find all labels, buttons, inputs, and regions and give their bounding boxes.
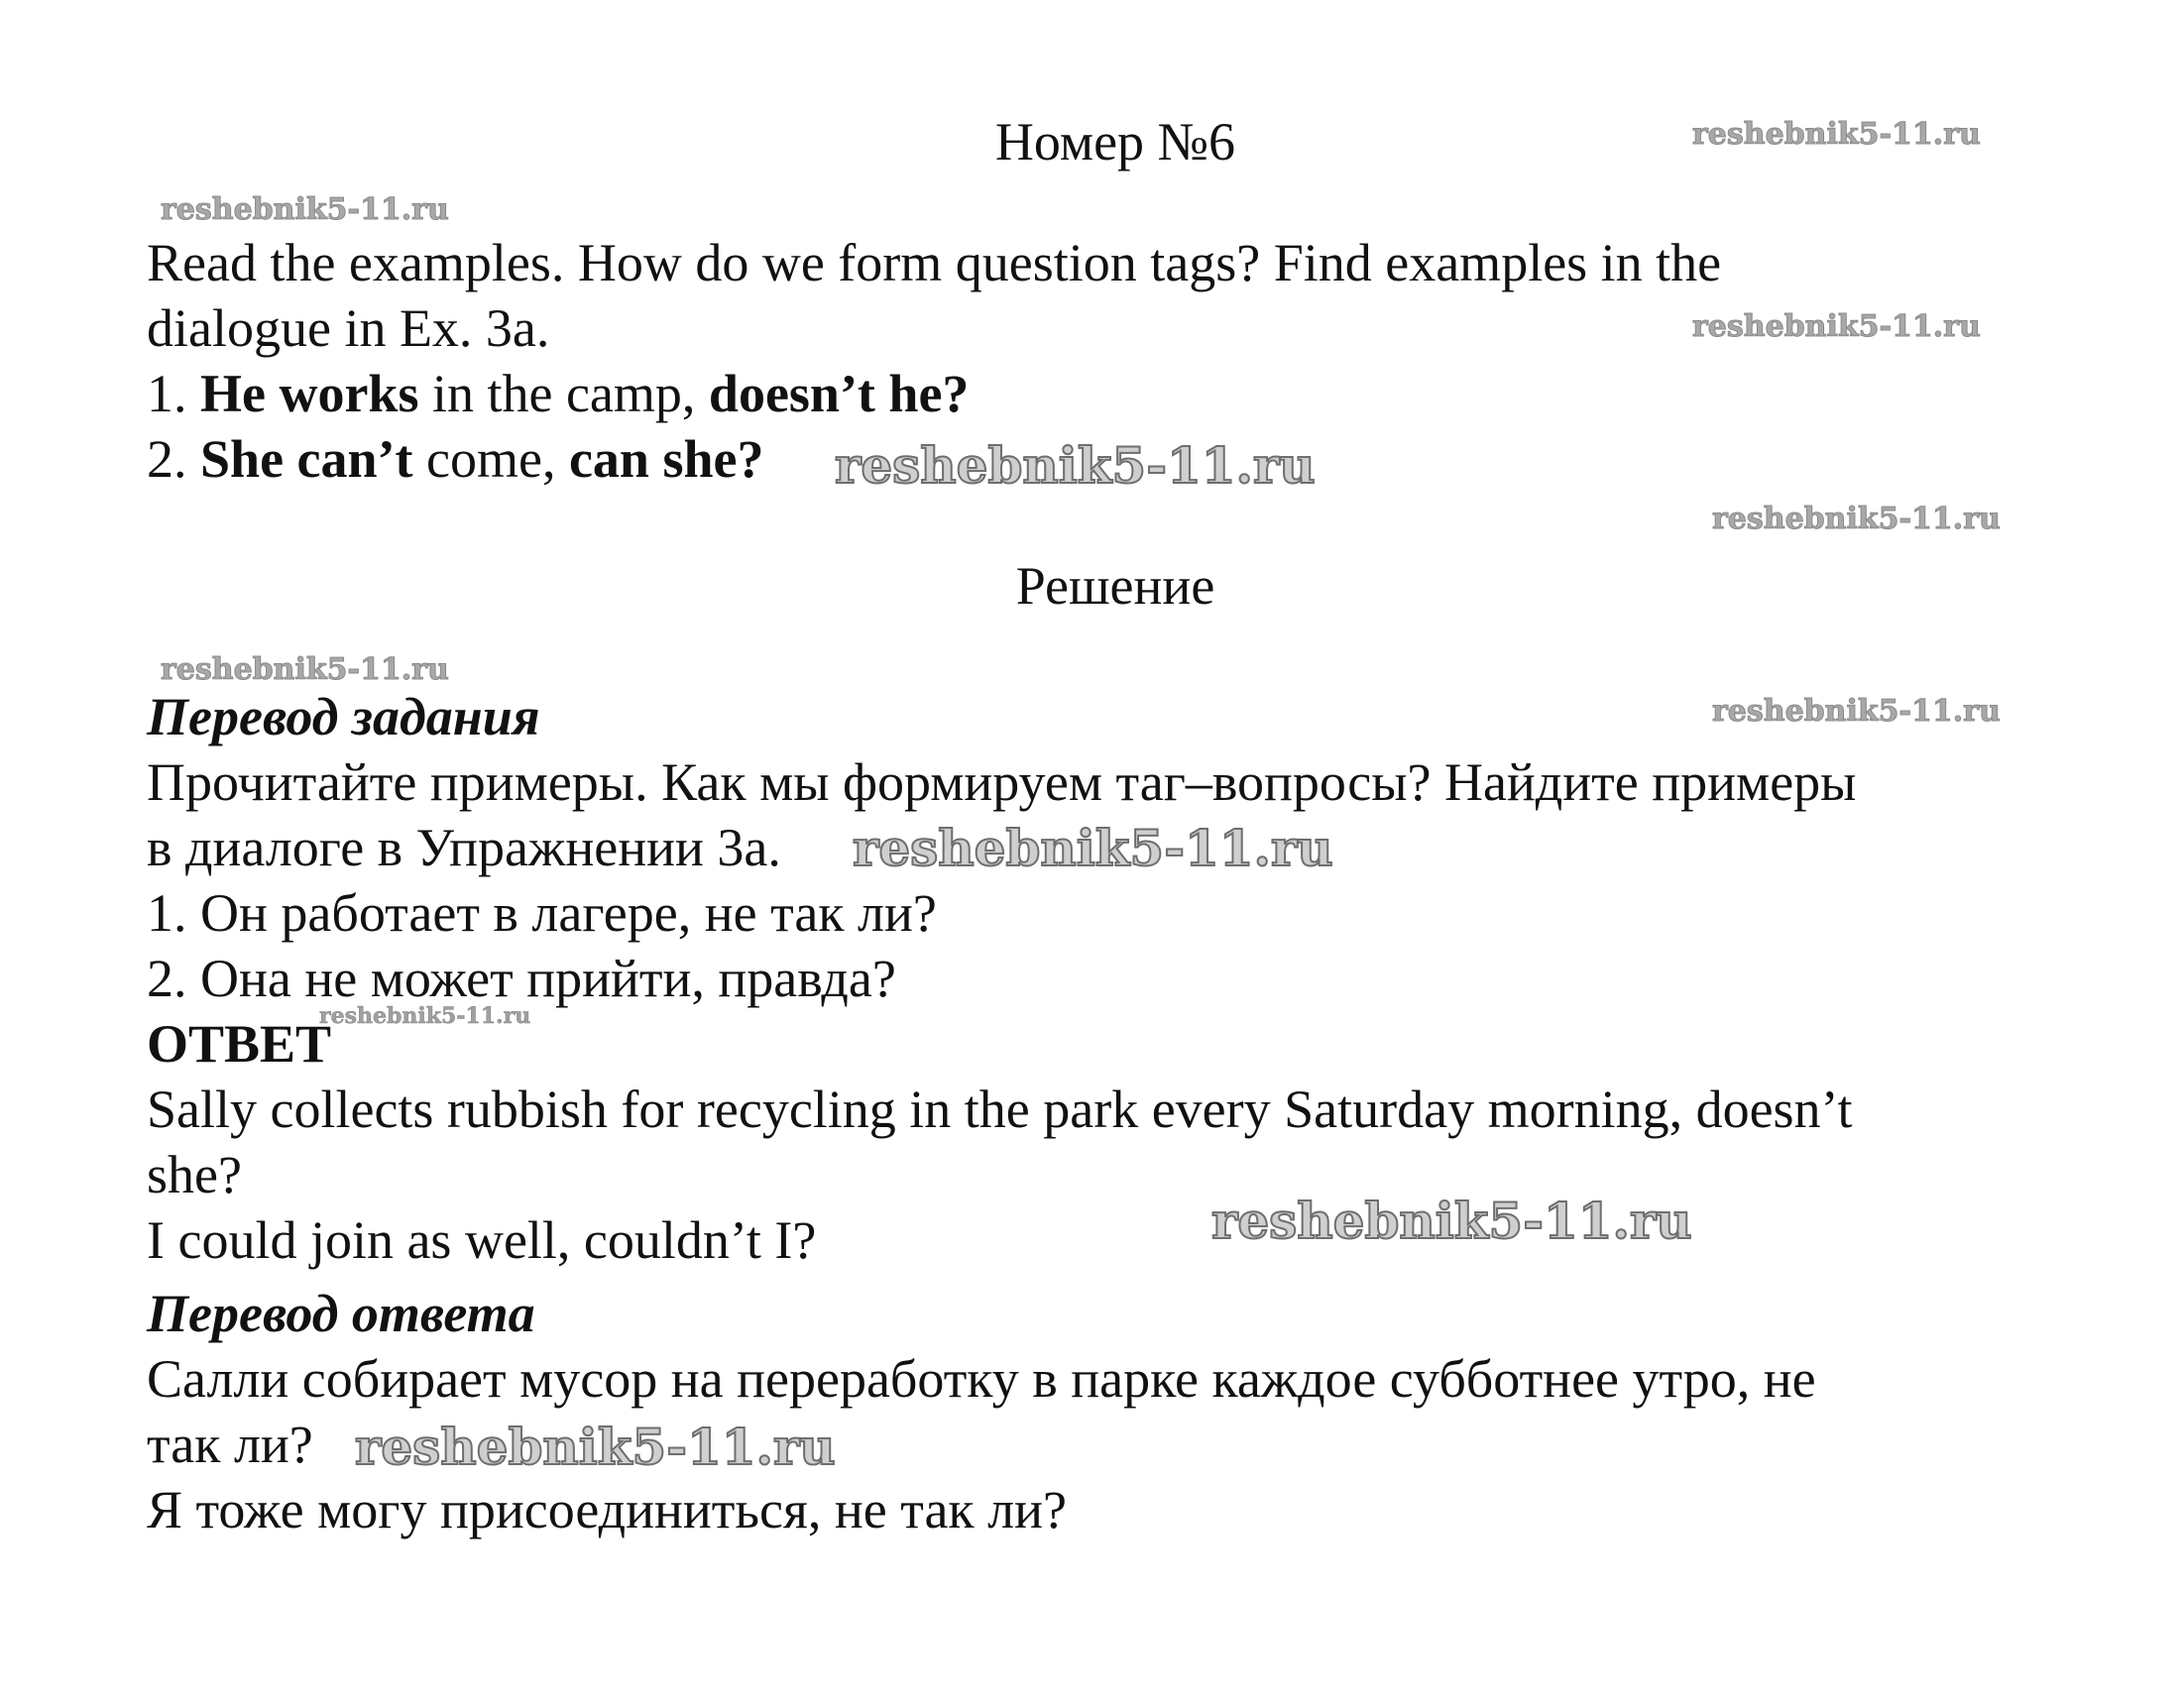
watermark: reshebnik5-11.ru bbox=[1712, 502, 2001, 536]
solution-heading: Решение bbox=[1015, 556, 1215, 616]
answer-translation-line-3: Я тоже могу присоединиться, не так ли? bbox=[147, 1480, 1067, 1539]
example-2-middle: come, bbox=[412, 429, 569, 489]
watermark: reshebnik5-11.ru bbox=[355, 1418, 836, 1476]
answer-translation-line-2: так ли? bbox=[147, 1415, 313, 1474]
example-1-middle: in the camp, bbox=[418, 364, 709, 423]
watermark: reshebnik5-11.ru bbox=[1692, 117, 1981, 152]
watermark: reshebnik5-11.ru bbox=[319, 1003, 531, 1029]
watermark: reshebnik5-11.ru bbox=[1211, 1192, 1692, 1250]
answer-line-2: she? bbox=[147, 1145, 242, 1204]
example-1-bold-tag: doesn’t he? bbox=[708, 364, 970, 423]
watermark: reshebnik5-11.ru bbox=[853, 819, 1333, 877]
task-text-line-2: dialogue in Ex. 3a. bbox=[147, 298, 550, 358]
watermark: reshebnik5-11.ru bbox=[161, 192, 449, 227]
example-2 bbox=[147, 426, 763, 492]
watermark: reshebnik5-11.ru bbox=[161, 652, 449, 687]
answer-translation-heading: Перевод ответа bbox=[147, 1284, 535, 1343]
task-translation-line-2: в диалоге в Упражнении 3а. bbox=[147, 818, 781, 877]
example-1 bbox=[147, 361, 969, 426]
watermark: reshebnik5-11.ru bbox=[1692, 309, 1981, 344]
task-text-line-1: Read the examples. How do we form question tags? Find examples in the bbox=[147, 233, 1722, 292]
answer-translation-line-1: Салли собирает мусор на переработку в парке каждое субботнее утро, не bbox=[147, 1349, 1816, 1409]
task-translation-example-2: 2. Она не может прийти, правда? bbox=[147, 949, 896, 1008]
answer-heading: ОТВЕТ bbox=[147, 1014, 332, 1074]
answer-line-1: Sally collects rubbish for recycling in the park every Saturday morning, doesn’t bbox=[147, 1080, 1853, 1139]
example-1-number: 1. bbox=[147, 364, 200, 423]
watermark: reshebnik5-11.ru bbox=[835, 436, 1316, 495]
example-2-bold-tag: can she? bbox=[568, 429, 764, 489]
example-2-number: 2. bbox=[147, 429, 200, 489]
watermark: reshebnik5-11.ru bbox=[1712, 694, 2001, 729]
example-2-bold-subject: She can’t bbox=[200, 429, 413, 489]
task-translation-heading: Перевод задания bbox=[147, 687, 540, 746]
example-1-bold-subject: He works bbox=[200, 364, 419, 423]
page-title: Номер №6 bbox=[994, 112, 1236, 171]
answer-line-3: I could join as well, couldn’t I? bbox=[147, 1210, 817, 1270]
task-translation-line-1: Прочитайте примеры. Как мы формируем таг–вопросы? Найдите примеры bbox=[147, 752, 1857, 812]
task-translation-example-1: 1. Он работает в лагере, не так ли? bbox=[147, 883, 937, 943]
